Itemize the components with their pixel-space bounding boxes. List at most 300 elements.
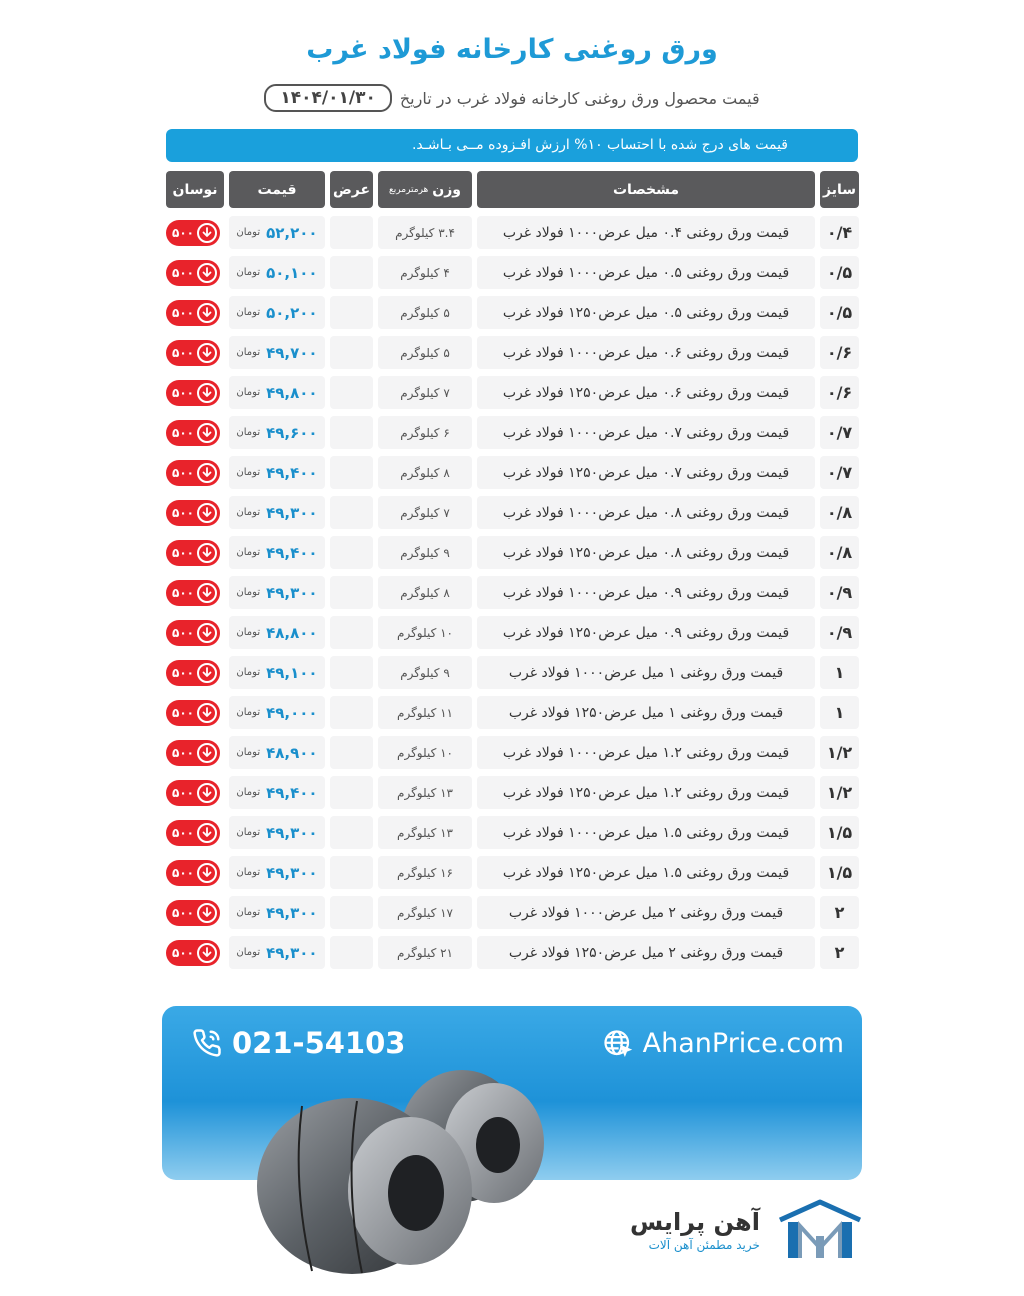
spec-value[interactable]: قیمت ورق روغنی ۱.۲ میل عرض۱۰۰۰ فولاد غرب: [502, 744, 790, 761]
weight-cell: [378, 816, 472, 849]
size-value: ۲: [834, 903, 845, 922]
width-cell: [330, 416, 373, 449]
table-row: [165, 856, 859, 889]
price-value: ۵۰,۲۰۰: [266, 303, 318, 322]
weight-value: ۸ کیلوگرم: [400, 585, 450, 600]
width-cell: [330, 616, 373, 649]
brand-name: آهن پرایس: [630, 1208, 760, 1236]
table-row: [165, 496, 859, 529]
fluctuation-cell: [166, 856, 224, 889]
fluctuation-badge: [166, 940, 220, 966]
weight-cell: [378, 936, 472, 969]
fluctuation-badge: [166, 620, 220, 646]
size-cell: [820, 736, 859, 769]
fluctuation-badge: [166, 460, 220, 486]
fluctuation-cell: [166, 216, 224, 249]
arrow-down-circle-icon: [197, 863, 217, 883]
price-value: ۴۹,۸۰۰: [266, 383, 318, 402]
subtitle: قیمت محصول ورق روغنی کارخانه فولاد غرب در تاریخ: [399, 88, 760, 108]
weight-value: ۹ کیلوگرم: [400, 665, 450, 680]
arrow-down-circle-icon: [197, 903, 217, 923]
width-cell: [330, 656, 373, 689]
fluctuation-value: ۵۰۰: [172, 625, 194, 640]
brand-slogan: خرید مطمئن آهن آلات: [648, 1238, 760, 1252]
price-value: ۵۰,۱۰۰: [266, 263, 318, 282]
spec-value[interactable]: قیمت ورق روغنی ۰.۷ میل عرض۱۰۰۰ فولاد غرب: [502, 424, 790, 441]
width-cell: [330, 736, 373, 769]
price-unit: تومان: [236, 307, 261, 318]
size-cell: [820, 816, 859, 849]
price-cell: [229, 496, 325, 529]
price-value: ۴۸,۹۰۰: [266, 743, 318, 762]
size-value: ۱/۲: [826, 783, 853, 802]
spec-value[interactable]: قیمت ورق روغنی ۰.۴ میل عرض۱۰۰۰ فولاد غرب: [502, 224, 790, 241]
fluctuation-badge: [166, 340, 220, 366]
width-cell: [330, 576, 373, 609]
fluctuation-value: ۵۰۰: [172, 665, 194, 680]
spec-value[interactable]: قیمت ورق روغنی ۱.۵ میل عرض۱۰۰۰ فولاد غرب: [502, 824, 790, 841]
price-unit: تومان: [236, 947, 261, 958]
phone-icon: [192, 1028, 222, 1058]
price-cell: [229, 256, 325, 289]
width-cell: [330, 856, 373, 889]
weight-value: ۵ کیلوگرم: [400, 345, 450, 360]
size-cell: [820, 256, 859, 289]
fluctuation-value: ۵۰۰: [172, 825, 194, 840]
arrow-down-circle-icon: [197, 343, 217, 363]
date-badge: ۱۴۰۴/۰۱/۳۰: [264, 84, 391, 112]
table-row: [165, 336, 859, 369]
size-value: ۱: [834, 703, 845, 722]
price-unit: تومان: [236, 547, 261, 558]
price-cell: [229, 296, 325, 329]
width-cell: [330, 696, 373, 729]
spec-value[interactable]: قیمت ورق روغنی ۰.۹ میل عرض۱۰۰۰ فولاد غرب: [502, 584, 790, 601]
spec-value[interactable]: قیمت ورق روغنی ۰.۵ میل عرض۱۰۰۰ فولاد غرب: [502, 264, 790, 281]
spec-cell[interactable]: [477, 656, 815, 689]
size-cell: [820, 856, 859, 889]
width-cell: [330, 376, 373, 409]
brand-text: [630, 1208, 760, 1252]
width-cell: [330, 816, 373, 849]
price-unit: تومان: [236, 347, 261, 358]
fluctuation-cell: [166, 256, 224, 289]
arrow-down-circle-icon: [197, 743, 217, 763]
price-value: ۴۹,۴۰۰: [266, 543, 318, 562]
width-cell: [330, 536, 373, 569]
price-unit: تومان: [236, 627, 261, 638]
fluctuation-badge: [166, 580, 220, 606]
globe-icon: [603, 1029, 633, 1059]
spec-cell[interactable]: [477, 456, 815, 489]
size-cell: [820, 696, 859, 729]
fluctuation-value: ۵۰۰: [172, 865, 194, 880]
fluctuation-badge: [166, 500, 220, 526]
table-row: [165, 456, 859, 489]
fluctuation-value: ۵۰۰: [172, 225, 194, 240]
fluctuation-cell: [166, 816, 224, 849]
spec-cell[interactable]: [477, 216, 815, 249]
arrow-down-circle-icon: [197, 463, 217, 483]
width-cell: [330, 256, 373, 289]
weight-cell: [378, 296, 472, 329]
spec-value[interactable]: قیمت ورق روغنی ۱ میل عرض۱۰۰۰ فولاد غرب: [508, 664, 784, 681]
weight-value: ۷ کیلوگرم: [400, 505, 450, 520]
size-value: ۱/۵: [826, 823, 853, 842]
fluctuation-badge: [166, 300, 220, 326]
size-cell: [820, 656, 859, 689]
spec-value[interactable]: قیمت ورق روغنی ۰.۶ میل عرض۱۰۰۰ فولاد غرب: [502, 344, 790, 361]
vat-notice: قیمت های درج شده با احتساب ۱۰% ارزش افـزوده مــی بـاشـد.: [166, 129, 858, 162]
subtitle-row: [0, 84, 1024, 112]
phone-number[interactable]: 021-54103: [232, 1026, 406, 1060]
table-row: [165, 416, 859, 449]
fluctuation-cell: [166, 776, 224, 809]
spec-value[interactable]: قیمت ورق روغنی ۱.۲ میل عرض۱۲۵۰ فولاد غرب: [502, 784, 790, 801]
fluctuation-badge: [166, 900, 220, 926]
size-cell: [820, 616, 859, 649]
price-unit: تومان: [236, 867, 261, 878]
fluctuation-cell: [166, 416, 224, 449]
width-cell: [330, 896, 373, 929]
weight-cell: [378, 536, 472, 569]
price-value: ۴۹,۳۰۰: [266, 503, 318, 522]
size-cell: [820, 296, 859, 329]
price-cell: [229, 736, 325, 769]
weight-cell: [378, 616, 472, 649]
arrow-down-circle-icon: [197, 623, 217, 643]
weight-cell: [378, 216, 472, 249]
price-cell: [229, 696, 325, 729]
price-unit: تومان: [236, 667, 261, 678]
header-price: قیمت: [229, 171, 325, 208]
weight-value: ۱۰ کیلوگرم: [397, 745, 453, 760]
size-value: ۱/۲: [826, 743, 853, 762]
width-cell: [330, 456, 373, 489]
table-row: [165, 256, 859, 289]
price-cell: [229, 656, 325, 689]
price-unit: تومان: [236, 907, 261, 918]
arrow-down-circle-icon: [197, 823, 217, 843]
weight-value: ۶ کیلوگرم: [400, 425, 450, 440]
price-cell: [229, 776, 325, 809]
fluctuation-value: ۵۰۰: [172, 305, 194, 320]
page-title: ورق روغنی کارخانه فولاد غرب: [306, 34, 718, 65]
spec-cell[interactable]: [477, 576, 815, 609]
fluctuation-value: ۵۰۰: [172, 465, 194, 480]
fluctuation-cell: [166, 496, 224, 529]
table-row: [165, 616, 859, 649]
header-weight: [378, 171, 472, 208]
spec-cell[interactable]: [477, 336, 815, 369]
phone-group[interactable]: [192, 1026, 405, 1060]
fluctuation-cell: [166, 536, 224, 569]
size-value: ۰/۵: [826, 303, 853, 322]
price-cell: [229, 816, 325, 849]
weight-value: ۴ کیلوگرم: [400, 265, 450, 280]
table-body: [165, 216, 859, 969]
spec-value[interactable]: قیمت ورق روغنی ۲ میل عرض۱۰۰۰ فولاد غرب: [508, 904, 784, 921]
weight-value: ۱۱ کیلوگرم: [397, 705, 453, 720]
price-unit: تومان: [236, 227, 261, 238]
size-value: ۰/۶: [826, 383, 853, 402]
weight-value: ۳.۴ کیلوگرم: [395, 225, 455, 240]
fluctuation-cell: [166, 896, 224, 929]
size-cell: [820, 376, 859, 409]
size-cell: [820, 776, 859, 809]
spec-cell[interactable]: [477, 856, 815, 889]
fluctuation-cell: [166, 296, 224, 329]
price-value: ۴۹,۳۰۰: [266, 583, 318, 602]
steel-coils-image: [232, 1061, 562, 1281]
spec-cell[interactable]: [477, 256, 815, 289]
website-group[interactable]: [603, 1028, 844, 1059]
price-cell: [229, 856, 325, 889]
price-value: ۴۹,۰۰۰: [266, 703, 318, 722]
fluctuation-cell: [166, 616, 224, 649]
price-value: ۴۹,۳۰۰: [266, 943, 318, 962]
size-value: ۲: [834, 943, 845, 962]
fluctuation-value: ۵۰۰: [172, 585, 194, 600]
weight-cell: [378, 856, 472, 889]
fluctuation-badge: [166, 380, 220, 406]
table-row: [165, 216, 859, 249]
table-row: [165, 696, 859, 729]
spec-cell[interactable]: [477, 536, 815, 569]
weight-cell: [378, 336, 472, 369]
fluctuation-badge: [166, 780, 220, 806]
price-cell: [229, 336, 325, 369]
header-size: سایز: [820, 171, 859, 208]
fluctuation-value: ۵۰۰: [172, 545, 194, 560]
fluctuation-cell: [166, 736, 224, 769]
arrow-down-circle-icon: [197, 583, 217, 603]
table-row: [165, 576, 859, 609]
weight-cell: [378, 416, 472, 449]
header-weight-label: وزن: [432, 181, 462, 198]
fluctuation-value: ۵۰۰: [172, 345, 194, 360]
price-unit: تومان: [236, 587, 261, 598]
spec-value[interactable]: قیمت ورق روغنی ۰.۶ میل عرض۱۲۵۰ فولاد غرب: [502, 384, 790, 401]
fluctuation-cell: [166, 376, 224, 409]
fluctuation-badge: [166, 660, 220, 686]
fluctuation-badge: [166, 260, 220, 286]
spec-cell[interactable]: [477, 496, 815, 529]
weight-cell: [378, 776, 472, 809]
fluctuation-badge: [166, 860, 220, 886]
arrow-down-circle-icon: [197, 263, 217, 283]
price-unit: تومان: [236, 747, 261, 758]
price-cell: [229, 576, 325, 609]
spec-cell[interactable]: [477, 736, 815, 769]
width-cell: [330, 336, 373, 369]
size-cell: [820, 576, 859, 609]
price-unit: تومان: [236, 707, 261, 718]
fluctuation-cell: [166, 456, 224, 489]
size-value: ۱/۵: [826, 863, 853, 882]
price-cell: [229, 536, 325, 569]
price-cell: [229, 416, 325, 449]
weight-cell: [378, 736, 472, 769]
fluctuation-cell: [166, 336, 224, 369]
price-cell: [229, 456, 325, 489]
table-row: [165, 816, 859, 849]
arrow-down-circle-icon: [197, 943, 217, 963]
price-unit: تومان: [236, 507, 261, 518]
price-cell: [229, 616, 325, 649]
fluctuation-value: ۵۰۰: [172, 785, 194, 800]
weight-value: ۷ کیلوگرم: [400, 385, 450, 400]
weight-value: ۱۷ کیلوگرم: [397, 905, 453, 920]
weight-cell: [378, 496, 472, 529]
weight-cell: [378, 896, 472, 929]
table-row: [165, 936, 859, 969]
size-value: ۰/۸: [826, 503, 853, 522]
spec-cell[interactable]: [477, 776, 815, 809]
size-cell: [820, 936, 859, 969]
size-value: ۰/۸: [826, 543, 853, 562]
spec-value[interactable]: قیمت ورق روغنی ۰.۵ میل عرض۱۲۵۰ فولاد غرب: [502, 304, 790, 321]
header-spec: مشخصات: [477, 171, 815, 208]
weight-cell: [378, 656, 472, 689]
spec-value[interactable]: قیمت ورق روغنی ۰.۸ میل عرض۱۲۵۰ فولاد غرب: [502, 544, 790, 561]
weight-value: ۵ کیلوگرم: [400, 305, 450, 320]
weight-cell: [378, 576, 472, 609]
price-value: ۴۹,۴۰۰: [266, 783, 318, 802]
website-link[interactable]: AhanPrice.com: [642, 1028, 844, 1059]
spec-value[interactable]: قیمت ورق روغنی ۱ میل عرض۱۲۵۰ فولاد غرب: [508, 704, 784, 721]
price-cell: [229, 376, 325, 409]
table-header: [165, 171, 859, 208]
size-cell: [820, 536, 859, 569]
weight-cell: [378, 376, 472, 409]
width-cell: [330, 936, 373, 969]
spec-cell[interactable]: [477, 296, 815, 329]
fluctuation-badge: [166, 740, 220, 766]
spec-cell[interactable]: [477, 816, 815, 849]
price-unit: تومان: [236, 387, 261, 398]
fluctuation-value: ۵۰۰: [172, 705, 194, 720]
fluctuation-value: ۵۰۰: [172, 505, 194, 520]
spec-value[interactable]: قیمت ورق روغنی ۰.۹ میل عرض۱۲۵۰ فولاد غرب: [502, 624, 790, 641]
price-table: [165, 171, 859, 976]
fluctuation-value: ۵۰۰: [172, 745, 194, 760]
price-value: ۴۹,۳۰۰: [266, 823, 318, 842]
size-value: ۰/۶: [826, 343, 853, 362]
size-cell: [820, 416, 859, 449]
weight-value: ۱۰ کیلوگرم: [397, 625, 453, 640]
fluctuation-badge: [166, 540, 220, 566]
fluctuation-value: ۵۰۰: [172, 385, 194, 400]
table-row: [165, 656, 859, 689]
weight-value: ۹ کیلوگرم: [400, 545, 450, 560]
spec-value[interactable]: قیمت ورق روغنی ۰.۸ میل عرض۱۰۰۰ فولاد غرب: [502, 504, 790, 521]
weight-value: ۲۱ کیلوگرم: [397, 945, 453, 960]
arrow-down-circle-icon: [197, 663, 217, 683]
spec-cell[interactable]: [477, 696, 815, 729]
fluctuation-value: ۵۰۰: [172, 945, 194, 960]
table-row: [165, 536, 859, 569]
width-cell: [330, 496, 373, 529]
price-cell: [229, 216, 325, 249]
table-row: [165, 776, 859, 809]
size-value: ۰/۹: [826, 623, 853, 642]
table-row: [165, 376, 859, 409]
size-cell: [820, 896, 859, 929]
weight-value: ۸ کیلوگرم: [400, 465, 450, 480]
header-weight-sub: هرمترمربع: [389, 184, 429, 195]
size-value: ۰/۷: [826, 463, 853, 482]
table-row: [165, 296, 859, 329]
header-width: عرض: [330, 171, 373, 208]
fluctuation-cell: [166, 696, 224, 729]
spec-cell[interactable]: [477, 416, 815, 449]
fluctuation-value: ۵۰۰: [172, 265, 194, 280]
contact-banner: [162, 1006, 862, 1180]
ahanprice-logo-icon: [776, 1198, 864, 1262]
spec-value[interactable]: قیمت ورق روغنی ۰.۷ میل عرض۱۲۵۰ فولاد غرب: [502, 464, 790, 481]
arrow-down-circle-icon: [197, 703, 217, 723]
fluctuation-cell: [166, 656, 224, 689]
fluctuation-badge: [166, 420, 220, 446]
fluctuation-cell: [166, 576, 224, 609]
width-cell: [330, 776, 373, 809]
price-value: ۴۹,۶۰۰: [266, 423, 318, 442]
brand-logo: [630, 1198, 864, 1262]
price-cell: [229, 936, 325, 969]
size-cell: [820, 216, 859, 249]
size-value: ۰/۴: [826, 223, 853, 242]
weight-value: ۱۶ کیلوگرم: [397, 865, 453, 880]
fluctuation-badge: [166, 820, 220, 846]
price-value: ۴۹,۷۰۰: [266, 343, 318, 362]
size-value: ۰/۹: [826, 583, 853, 602]
spec-value[interactable]: قیمت ورق روغنی ۱.۵ میل عرض۱۲۵۰ فولاد غرب: [502, 864, 790, 881]
fluctuation-value: ۵۰۰: [172, 425, 194, 440]
weight-cell: [378, 256, 472, 289]
arrow-down-circle-icon: [197, 503, 217, 523]
header-fluctuation: نوسان: [166, 171, 224, 208]
fluctuation-value: ۵۰۰: [172, 905, 194, 920]
arrow-down-circle-icon: [197, 783, 217, 803]
fluctuation-badge: [166, 700, 220, 726]
table-row: [165, 736, 859, 769]
price-unit: تومان: [236, 467, 261, 478]
table-row: [165, 896, 859, 929]
price-cell: [229, 896, 325, 929]
weight-value: ۱۳ کیلوگرم: [397, 785, 453, 800]
spec-value[interactable]: قیمت ورق روغنی ۲ میل عرض۱۲۵۰ فولاد غرب: [508, 944, 784, 961]
spec-cell[interactable]: [477, 376, 815, 409]
spec-cell[interactable]: [477, 616, 815, 649]
price-unit: تومان: [236, 787, 261, 798]
size-cell: [820, 496, 859, 529]
spec-cell[interactable]: [477, 936, 815, 969]
price-unit: تومان: [236, 427, 261, 438]
width-cell: [330, 216, 373, 249]
weight-cell: [378, 456, 472, 489]
arrow-down-circle-icon: [197, 223, 217, 243]
size-cell: [820, 456, 859, 489]
size-value: ۰/۷: [826, 423, 853, 442]
spec-cell[interactable]: [477, 896, 815, 929]
price-value: ۴۸,۸۰۰: [266, 623, 318, 642]
size-value: ۱: [834, 663, 845, 682]
arrow-down-circle-icon: [197, 383, 217, 403]
weight-cell: [378, 696, 472, 729]
price-value: ۵۲,۲۰۰: [266, 223, 318, 242]
arrow-down-circle-icon: [197, 423, 217, 443]
